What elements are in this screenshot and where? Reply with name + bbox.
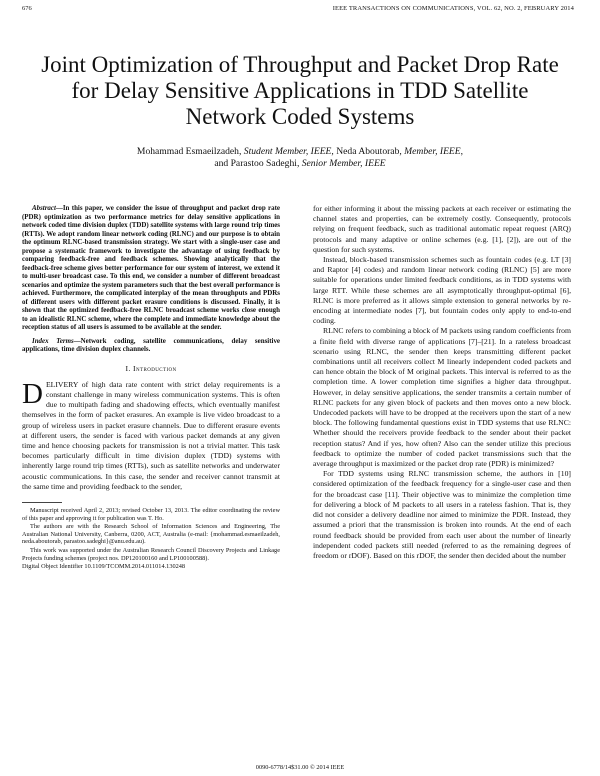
- author-list: Mohammad Esmaeilzadeh, Student Member, IEEE, Neda Aboutorab, Member, IEEE, and Parastoo Sadeghi, Senior Member, IEEE: [136, 146, 464, 169]
- author-role: Member, IEEE: [404, 146, 461, 157]
- author-role: Senior Member, IEEE: [301, 158, 386, 169]
- index-terms-label: Index Terms: [32, 336, 74, 345]
- section-heading: I. Introduction: [125, 363, 177, 373]
- doi: Digital Object Identifier 10.1109/TCOMM.2014.011014.130248: [22, 563, 186, 571]
- right-column: [313, 204, 571, 561]
- author-name: Neda Aboutorab: [336, 146, 400, 157]
- body-paragraph: for either informing it about the missing packets at each receiver or estimating the channel states and properties, can be extremely costly. Consequently, protocols relying on frequent feedback, such as traditional automatic repeat request (ARQ) protocols and many adaptive or online schemes (e.g. [1], [2]), are out of the question for such systems.: [313, 204, 571, 254]
- page-number: 676: [22, 5, 32, 12]
- author-role: Student Member, IEEE: [243, 146, 332, 157]
- index-terms-text: Network coding, satellite communications, delay sensitive applications, time division duplex channels.: [22, 336, 280, 353]
- footnotes: [22, 507, 280, 571]
- author-name: Parastoo Sadeghi: [230, 158, 297, 169]
- footnote: Manuscript received April 2, 2013; revised October 13, 2013. The editor coordinating the review of this paper and approving it for publication was T. Ho.: [22, 506, 280, 522]
- footnote: This work was supported under the Australian Research Council Discovery Projects and Linkage Projects funding schemes (project nos. DP120100160 and LP100100588).: [22, 546, 280, 562]
- body-paragraph: RLNC refers to combining a block of M packets using random coefficients from a finite field with diverse range of applications [7]–[21]. In a rateless broadcast scenario using RLNC, the sender then keeps transmitting different packet combinations until all receivers collect M linearly independent coded packets and can hence obtain the block of M original packets. This interval is referred to as the completion time. A lower completion time signifies a higher data throughput. However, in delay sensitive applications, the sender transmits a certain number of RLNC packets for any given block of packets and then moves onto a new block. Undecoded packets will have to be dropped at the receivers upon the start of a new block. The following fundamental questions exist in TDD systems that use RLNC: Whether should the receivers provide feedback to the sender about their packet reception status? And if yes, how often? Also can the sender utilize this precious feedback to optimize the number of coded packet transmissions such that the average throughput is maximized or the packet drop rate (PDR) is minimized?: [313, 326, 571, 469]
- footnote-rule: [22, 502, 62, 503]
- intro-paragraph: [22, 377, 280, 492]
- abstract-label: Abstract: [32, 204, 56, 212]
- intro-text: ELIVERY of high data rate content with strict delay requirements is a constant challenge in many wireless communication systems. This is often due to multipath fading and shadowing effects, which eventually manifest themselves in the form of packet erasures. An example is live video broadcast to a group of wireless users in packet erasure channels. Due to different erasure events at different users, the sender is faced with various packet demands at any given time and hence choosing packets for transmission is not a trivial matter. This task becomes particularly difficult in time division duplex (TDD) systems with inherently large round trip times (RTTs), such as satellite networks and underwater acoustic communications. In this case, the sender and receiver cannot transmit at the same time and providing feedback to the sender,: [22, 379, 280, 491]
- copyright-line: 0090-6778/14$31.00 © 2014 IEEE: [255, 764, 345, 771]
- drop-cap: D: [22, 377, 43, 410]
- index-terms: Index Terms—Network coding, satellite communications, delay sensitive applications, time division duplex channels.: [22, 336, 280, 353]
- left-column: [22, 204, 280, 572]
- footnote: The authors are with the Research School of Information Sciences and Engineering, The Australian National University, Canberra, 0200, ACT, Australia (e-mail: {mohammad.esmaeilzadeh, neda.aboutorab, parastoo.sadeghi}@anu.edu.au).: [22, 523, 280, 546]
- author-name: Mohammad Esmaeilzadeh: [136, 146, 239, 157]
- abstract: Abstract—In this paper, we consider the issue of throughput and packet drop rate (PDR) optimization as two performance metrics for delay sensitive applications in network coded time division duplex (TDD) satellite systems with large round trip times (RTTs). We adopt random linear network coding (RLNC) and our purpose is to obtain the optimum RLNC-based transmission strategy. We start with a single-user case and propose a systematic framework to investigate the advantage of using feedback by comparing feedback-free and feedback schemes. Showing analytically that the feedback-free scheme gives better performance for our system of interest, we extend it to multi-user broadcast case. To this end, we consider a number of different broadcast scenarios and optimize the system parameters such that the best overall performance is achieved. Furthermore, the complicated interplay of the mean throughputs and PDRs of different users with different packet erasure conditions is discussed. Finally, it is shown that the optimized feedback-free RLNC broadcast scheme works close enough to an idealistic RLNC scheme, where the complete and immediate knowledge about the reception status of all users is assumed to be available at the sender.: [22, 204, 280, 331]
- body-paragraph: For TDD systems using RLNC transmission scheme, the authors in [10] considered optimization of the feedback frequency for a single-user case and then for the broadcast case [11]. Their objective was to minimize the completion time for delivering a block of M packets to all users in a rateless fashion. That is, they did not consider a delivery deadline nor aimed to minimize the PDR. Instead, they assumed a priori that the transmission is broken into rounds. At the end of each round feedback should be provided from each user about the number of linearly independent coded packets still needed (referred to as the remaining degrees of freedom or rDOF). Based on this rDOF, the sender then decided about the number: [313, 469, 571, 560]
- running-header: IEEE TRANSACTIONS ON COMMUNICATIONS, VOL. 62, NO. 2, FEBRUARY 2014: [332, 5, 574, 12]
- paper-title: Joint Optimization of Throughput and Packet Drop Rate for Delay Sensitive Applications in TDD Satellite Network Coded Systems: [41, 52, 559, 129]
- body-paragraph: Instead, block-based transmission schemes such as fountain codes (e.g. LT [3] and Raptor [4] codes) and random linear network coding (RLNC) [5] are more suitable for operations under limited feedback conditions, as in TDD systems with large RTT. While these schemes are all asymptotically throughput-optimal [6], RLNC is more preferred as it allows simple extension to general networks by re-encoding at intermediate nodes [7], but fountain codes only apply to end-to-end coding.: [313, 255, 571, 326]
- abstract-text: In this paper, we consider the issue of throughput and packet drop rate (PDR) optimization as two performance metrics for delay sensitive applications in network coded time division duplex (TDD) satellite systems with large round trip times (RTTs). We adopt random linear network coding (RLNC) and our purpose is to obtain the optimum RLNC-based transmission strategy. We start with a single-user case and propose a systematic framework to investigate the advantage of using feedback by comparing feedback-free and feedback schemes. Showing analytically that the feedback-free scheme gives better performance for our system of interest, we extend it to multi-user broadcast case. To this end, we consider a number of different broadcast scenarios and optimize the system parameters such that the best overall performance is achieved. Furthermore, the complicated interplay of the mean throughputs and PDRs of different users with different packet erasure conditions is discussed. Finally, it is shown that the optimized feedback-free RLNC broadcast scheme works close enough to an idealistic RLNC scheme, where the complete and immediate knowledge about the reception status of all users is assumed to be available at the sender.: [22, 204, 280, 331]
